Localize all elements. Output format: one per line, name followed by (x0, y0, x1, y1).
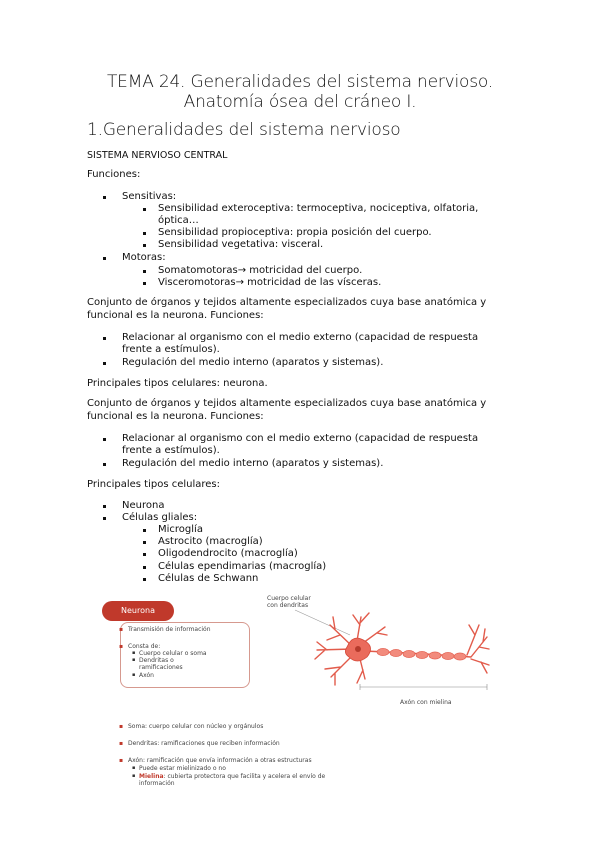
panel-line-2: ▪ Consta de: (128, 643, 160, 651)
label-cuerpo-line-2: con dendritas (267, 602, 309, 609)
tipos-celulares-2: Principales tipos celulares: (87, 479, 221, 490)
paragraph-2-line-1: Conjunto de órganos y tejidos altamente especializados cuya base anatómica y (87, 398, 487, 409)
dendritas-text: ▪ Dendritas: ramificaciones que reciben información (128, 740, 280, 748)
list-item-continued: frente a estímulos). (122, 445, 220, 456)
panel-line-1: ▪ Transmisión de información (128, 626, 211, 634)
panel-sub-continued: ramificaciones (139, 664, 183, 671)
mielina-label: Mielina (139, 773, 164, 780)
document-title (60, 72, 540, 112)
neurona-pill: Neurona (102, 601, 174, 621)
snc-label: SISTEMA NERVIOSO CENTRAL (87, 150, 228, 161)
tipos-celulares-1: Principales tipos celulares: neurona. (87, 378, 268, 389)
list-item-continued: óptica… (158, 215, 199, 226)
title-line-1: TEMA 24. Generalidades del sistema nervioso. (107, 72, 493, 92)
section-heading: 1.Generalidades del sistema nervioso (87, 120, 401, 140)
mielina-text: : cubierta protectora que facilita y acelera el envío de (163, 773, 326, 780)
soma-text: ▪ Soma: cuerpo celular con núcleo y orgánulos (128, 723, 263, 731)
list-item-continued: frente a estímulos). (122, 344, 220, 355)
paragraph-2-line-2: funcional es la neurona. Funciones: (87, 411, 264, 422)
funciones-label: Funciones: (87, 169, 141, 180)
panel-sub: ▪ Axón (139, 672, 154, 680)
label-cuerpo-line-1: Cuerpo celular (267, 595, 311, 602)
document-page: TEMA 24. Generalidades del sistema nervioso. Anatomía ósea del cráneo I. 1.Generalidades del sistema nervioso SISTEMA NERVIOSO CENTRAL Funciones: Sensitivas: Sensibilidad exteroceptiva: termoceptiva, nociceptiva, olfatoria, óptica… Sensibilidad propioceptiva: propia posición del cuerpo. Sensibilidad vegetativa: visceral. Motoras: Somatomotoras→ motricidad del cuerpo. Visceromotoras→ motricidad de las vísceras. Conjunto de órganos y tejidos altamente especializados cuya base anatómica y funcional es la neurona. Funciones: Relacionar al organismo con el medio externo (capacidad de respuesta frente a estímulos). Regulación del medio interno (aparatos y sistemas). Principales tipos celulares: neurona. Conjunto de órganos y tejidos altamente especializados cuya base anatómica y funcional es la neurona. Funciones: Relacionar al organismo con el medio externo (capacidad de respuesta frente a estímulos). Regulación del medio interno (aparatos y sistemas). Principales tipos celulares: Neurona Células gliales: Microglía Astrocito (macroglía) Oligodendrocito (macroglía) Células ependimarias (macroglía) Células de Schwann Neurona ▪ Transmisión de información ▪ Consta de: ▪ Cuerpo celular o soma ▪ Dendritas o ramificaciones ▪ Axón Cuerpo celular con dendritas Axón con mielina ▪ Soma: cuerpo celular con núcleo y orgánulos ▪ Dendritas: ramificaciones que reciben información ▪ Axón: ramificación que envía información a otras estructuras ▪ Puede estar mielinizado o no ▪ Mielina: cubierta protectora que facilita y acelera el envío de información (0, 0, 599, 848)
axon-terminal (467, 625, 489, 673)
panel-sub: ▪ Cuerpo celular o soma (139, 650, 207, 658)
label-pointer-line (295, 610, 350, 635)
paragraph-1-line-1: Conjunto de órganos y tejidos altamente especializados cuya base anatómica y (87, 297, 487, 308)
paragraph-1-line-2: funcional es la neurona. Funciones: (87, 310, 264, 321)
neuron-figure (95, 595, 495, 795)
axon-text: ▪ Axón: ramificación que envía información a otras estructuras (128, 757, 312, 765)
mielina-text-continued: información (139, 780, 175, 787)
label-axon: Axón con mielina (400, 699, 452, 706)
nucleus (355, 646, 361, 652)
myelin-sheath (377, 648, 466, 660)
title-line-2: Anatomía ósea del cráneo I. (183, 92, 417, 112)
panel-sub: ▪ Dendritas o (139, 657, 174, 665)
axon-sub-1: ▪ Puede estar mielinizado o no (139, 765, 226, 773)
